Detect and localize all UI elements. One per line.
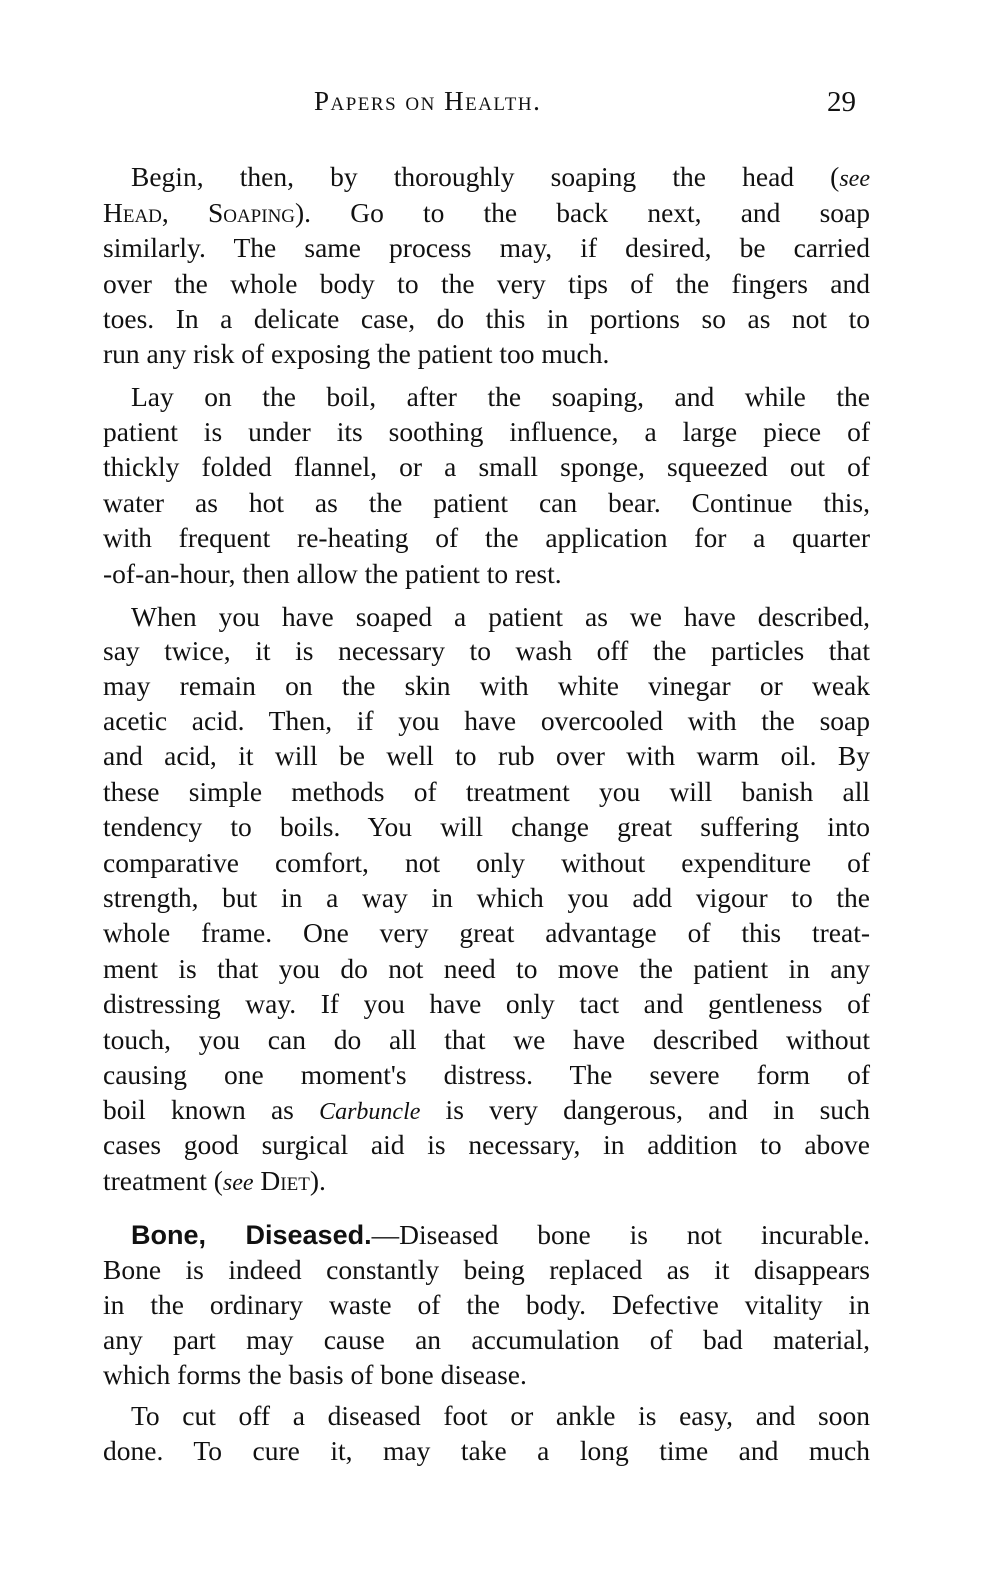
text-line xyxy=(103,1323,870,1357)
text-line xyxy=(103,775,870,809)
text-segment: any part may cause an accumulation of bad material, xyxy=(103,1324,870,1355)
running-title: Papers on Health. xyxy=(314,86,542,116)
text-segment: ment is that you do not need to move the patient in any xyxy=(103,953,870,984)
text-segment: say twice, it is necessary to wash off the particles that xyxy=(103,635,870,666)
text-line xyxy=(103,1128,870,1162)
text-line xyxy=(103,1023,870,1057)
text-segment: -of-an-hour, then allow the patient to rest. xyxy=(103,558,562,589)
text-segment: may remain on the skin with white vinegar or weak xyxy=(103,670,870,701)
text-segment: touch, you can do all that we have described without xyxy=(103,1024,870,1055)
text-segment: water as hot as the patient can bear. Continue this, xyxy=(103,487,870,518)
text-segment: Begin, then, by thoroughly soaping the head ( xyxy=(131,161,840,192)
text-line xyxy=(103,486,870,520)
text-line xyxy=(103,267,870,301)
text-segment: and acid, it will be well to rub over with warm oil. By xyxy=(103,740,870,771)
text-line xyxy=(103,1164,870,1200)
text-segment: over the whole body to the very tips of the fingers and xyxy=(103,268,870,299)
text-segment: ). xyxy=(309,1165,326,1196)
text-segment: When you have soaped a patient as we have described, xyxy=(131,601,870,632)
text-segment: distressing way. If you have only tact and gentleness of xyxy=(103,988,870,1019)
text-line xyxy=(103,521,870,555)
text-line xyxy=(131,1399,870,1433)
text-segment: —Diseased bone is not incurable. xyxy=(371,1219,871,1250)
text-segment: comparative comfort, not only without expenditure of xyxy=(103,847,870,878)
text-segment: similarly. The same process may, if desired, be carried xyxy=(103,232,870,263)
text-segment: To cut off a diseased foot or ankle is easy, and soon xyxy=(131,1400,870,1431)
text-line xyxy=(103,337,870,371)
text-segment: thickly folded flannel, or a small sponge, squeezed out of xyxy=(103,451,870,482)
text-segment: done. To cure it, may take a long time and much xyxy=(103,1435,870,1466)
text-segment: is very dangerous, and in such xyxy=(420,1094,870,1125)
text-line xyxy=(103,302,870,336)
text-line xyxy=(103,846,870,880)
text-line xyxy=(103,739,870,773)
text-line xyxy=(103,669,870,703)
text-line xyxy=(103,1253,870,1287)
text-line xyxy=(103,196,870,230)
text-line xyxy=(131,1218,870,1252)
text-segment: cases good surgical aid is necessary, in addition to above xyxy=(103,1129,870,1160)
italic-text: Carbuncle xyxy=(319,1099,421,1125)
text-line xyxy=(103,810,870,844)
text-line xyxy=(131,160,870,196)
text-line xyxy=(103,1058,870,1092)
text-line xyxy=(103,952,870,986)
small-caps-text: Diet xyxy=(260,1165,310,1196)
text-segment: in the ordinary waste of the body. Defective vitality in xyxy=(103,1289,870,1320)
text-segment: whole frame. One very great advantage of this treat- xyxy=(103,917,870,948)
text-segment: strength, but in a way in which you add vigour to the xyxy=(103,882,870,913)
text-segment: run any risk of exposing the patient too much. xyxy=(103,338,610,369)
text-segment: treatment ( xyxy=(103,1165,223,1196)
text-line xyxy=(103,1288,870,1322)
page-header xyxy=(0,86,1000,126)
italic-text: see xyxy=(839,166,870,192)
text-segment: toes. In a delicate case, do this in portions so as not to xyxy=(103,303,870,334)
text-line xyxy=(131,600,870,634)
text-segment: which forms the basis of bone disease. xyxy=(103,1359,527,1390)
text-segment: patient is under its soothing influence, a large piece of xyxy=(103,416,870,447)
text-line xyxy=(103,1434,870,1468)
text-line xyxy=(103,557,870,591)
text-segment: ). Go to the back next, and soap xyxy=(295,197,870,228)
text-line xyxy=(131,380,870,414)
text-line xyxy=(103,634,870,668)
text-segment: Lay on the boil, after the soaping, and while the xyxy=(131,381,870,412)
entry-heading: Bone, Diseased. xyxy=(131,1220,372,1250)
text-segment: these simple methods of treatment you will banish all xyxy=(103,776,870,807)
text-line xyxy=(103,704,870,738)
page-number: 29 xyxy=(827,86,856,118)
text-line xyxy=(103,881,870,915)
text-line xyxy=(103,415,870,449)
small-caps-text: Head, Soaping xyxy=(103,197,296,228)
text-segment: with frequent re-heating of the application for a quarter xyxy=(103,522,870,553)
text-line xyxy=(103,1093,870,1129)
text-segment: tendency to boils. You will change great suffering into xyxy=(103,811,870,842)
text-segment: Bone is indeed constantly being replaced as it disappears xyxy=(103,1254,870,1285)
text-line xyxy=(103,987,870,1021)
text-line xyxy=(103,1358,870,1392)
text-segment: acetic acid. Then, if you have overcooled with the soap xyxy=(103,705,870,736)
text-segment: boil known as xyxy=(103,1094,320,1125)
italic-text: see xyxy=(222,1170,254,1196)
text-line xyxy=(103,450,870,484)
text-line xyxy=(103,231,870,265)
text-line xyxy=(103,916,870,950)
text-segment: causing one moment's distress. The severe form of xyxy=(103,1059,870,1090)
